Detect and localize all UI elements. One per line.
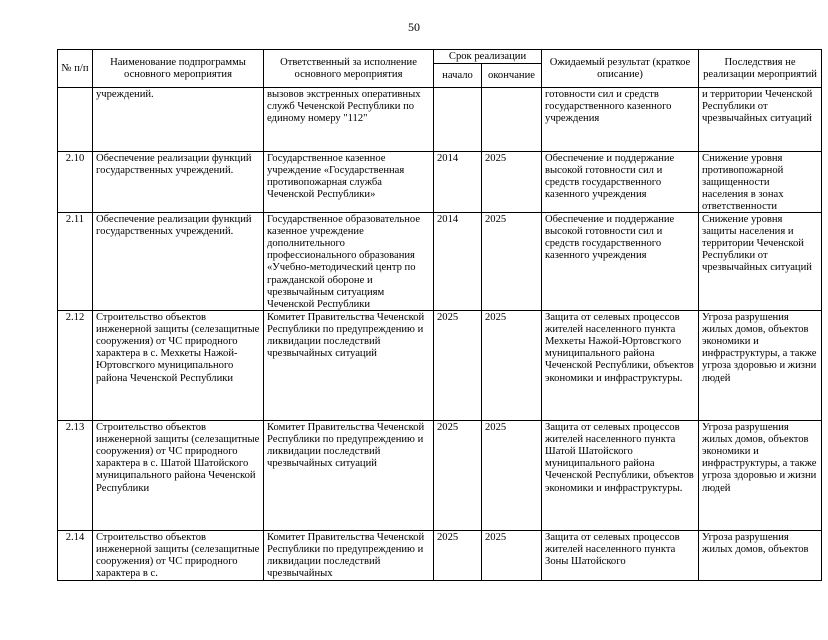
cell-result: готовности сил и средств государственного казенного учреждения bbox=[542, 88, 699, 152]
cell-num: 2.11 bbox=[58, 213, 93, 311]
cell-responsible: Комитет Правительства Чеченской Республики по предупреждению и ликвидации последствий чрезвычайных ситуаций bbox=[264, 311, 434, 421]
table-row bbox=[58, 88, 822, 152]
cell-start: 2025 bbox=[434, 531, 482, 581]
header-num: № п/п bbox=[58, 50, 93, 88]
cell-num: 2.12 bbox=[58, 311, 93, 421]
table-row bbox=[58, 421, 822, 531]
page-bottom-margin bbox=[0, 596, 828, 640]
cell-consequences: Снижение уровня противопожарной защищенности населения в зонах ответственности bbox=[699, 152, 822, 213]
cell-start: 2014 bbox=[434, 152, 482, 213]
table-row bbox=[58, 213, 822, 311]
cell-name: Обеспечение реализации функций государственных учреждений. bbox=[93, 152, 264, 213]
cell-end bbox=[482, 88, 542, 152]
cell-name: Строительство объектов инженерной защиты (селезащитные сооружения) от ЧС природного характера в с. Мехкеты Нажой-Юртовсгкого муниципального района Чеченской Республики bbox=[93, 311, 264, 421]
cell-end: 2025 bbox=[482, 421, 542, 531]
header-start: начало bbox=[434, 64, 482, 88]
cell-end: 2025 bbox=[482, 152, 542, 213]
cell-consequences: и территории Чеченской Республики от чрезвычайных ситуаций bbox=[699, 88, 822, 152]
cell-num bbox=[58, 88, 93, 152]
header-responsible: Ответственный за исполнение основного мероприятия bbox=[264, 50, 434, 88]
cell-start bbox=[434, 88, 482, 152]
header-consequences: Последствия не реализации мероприятий bbox=[699, 50, 822, 88]
table-row bbox=[58, 152, 822, 213]
cell-start: 2014 bbox=[434, 213, 482, 311]
cell-num: 2.13 bbox=[58, 421, 93, 531]
cell-result: Защита от селевых процессов жителей населенного пункта Зоны Шатойского bbox=[542, 531, 699, 581]
header-name: Наименование подпрограммы основного мероприятия bbox=[93, 50, 264, 88]
cell-responsible: Государственное казенное учреждение «Государственная противопожарная служба Чеченской Республики» bbox=[264, 152, 434, 213]
cell-consequences: Снижение уровня защиты населения и территории Чеченской Республики от чрезвычайных ситуаций bbox=[699, 213, 822, 311]
cell-name: учреждений. bbox=[93, 88, 264, 152]
cell-responsible: Государственное образовательное казенное учреждение дополнительного профессионального образования «Учебно-методический центр по гражданской обороне и чрезвычайным ситуациям Чеченской Республики bbox=[264, 213, 434, 311]
cell-result: Защита от селевых процессов жителей населенного пункта Мехкеты Нажой-Юртовсгкого муниципального района Чеченской Республики, объектов экономики и инфраструктуры. bbox=[542, 311, 699, 421]
cell-start: 2025 bbox=[434, 311, 482, 421]
table-row bbox=[58, 311, 822, 421]
cell-responsible: Комитет Правительства Чеченской Республики по предупреждению и ликвидации последствий чрезвычайных bbox=[264, 531, 434, 581]
table-row bbox=[58, 531, 822, 581]
cell-end: 2025 bbox=[482, 213, 542, 311]
page-number: 50 bbox=[408, 20, 420, 34]
cell-result: Обеспечение и поддержание высокой готовности сил и средств государственного казенного учреждения bbox=[542, 152, 699, 213]
cell-end: 2025 bbox=[482, 531, 542, 581]
cell-responsible: Комитет Правительства Чеченской Республики по предупреждению и ликвидации последствий чрезвычайных ситуаций bbox=[264, 421, 434, 531]
cell-name: Строительство объектов инженерной защиты (селезащитные сооружения) от ЧС природного характера в с. Шатой Шатойского муниципального района Чеченской Республики bbox=[93, 421, 264, 531]
cell-end: 2025 bbox=[482, 311, 542, 421]
cell-start: 2025 bbox=[434, 421, 482, 531]
cell-consequences: Угроза разрушения жилых домов, объектов экономики и инфраструктуры, а также угроза здоровью и жизни людей bbox=[699, 421, 822, 531]
cell-result: Обеспечение и поддержание высокой готовности сил и средств государственного казенного учреждения bbox=[542, 213, 699, 311]
cell-num: 2.14 bbox=[58, 531, 93, 581]
program-measures-table bbox=[57, 49, 822, 581]
cell-name: Строительство объектов инженерной защиты (селезащитные сооружения) от ЧС природного характера в с. bbox=[93, 531, 264, 581]
header-end: окончание bbox=[482, 64, 542, 88]
table-header bbox=[58, 50, 822, 88]
header-result: Ожидаемый результат (краткое описание) bbox=[542, 50, 699, 88]
cell-name: Обеспечение реализации функций государственных учреждений. bbox=[93, 213, 264, 311]
cell-result: Защита от селевых процессов жителей населенного пункта Шатой Шатойского муниципального района Чеченской Республики, объектов экономики и инфраструктуры. bbox=[542, 421, 699, 531]
cell-consequences: Угроза разрушения жилых домов, объектов bbox=[699, 531, 822, 581]
header-period: Срок реализации bbox=[434, 50, 542, 64]
cell-num: 2.10 bbox=[58, 152, 93, 213]
cell-responsible: вызовов экстренных оперативных служб Чеченской Республики по единому номеру "112" bbox=[264, 88, 434, 152]
cell-consequences: Угроза разрушения жилых домов, объектов экономики и инфраструктуры, а также угроза здоровью и жизни людей bbox=[699, 311, 822, 421]
